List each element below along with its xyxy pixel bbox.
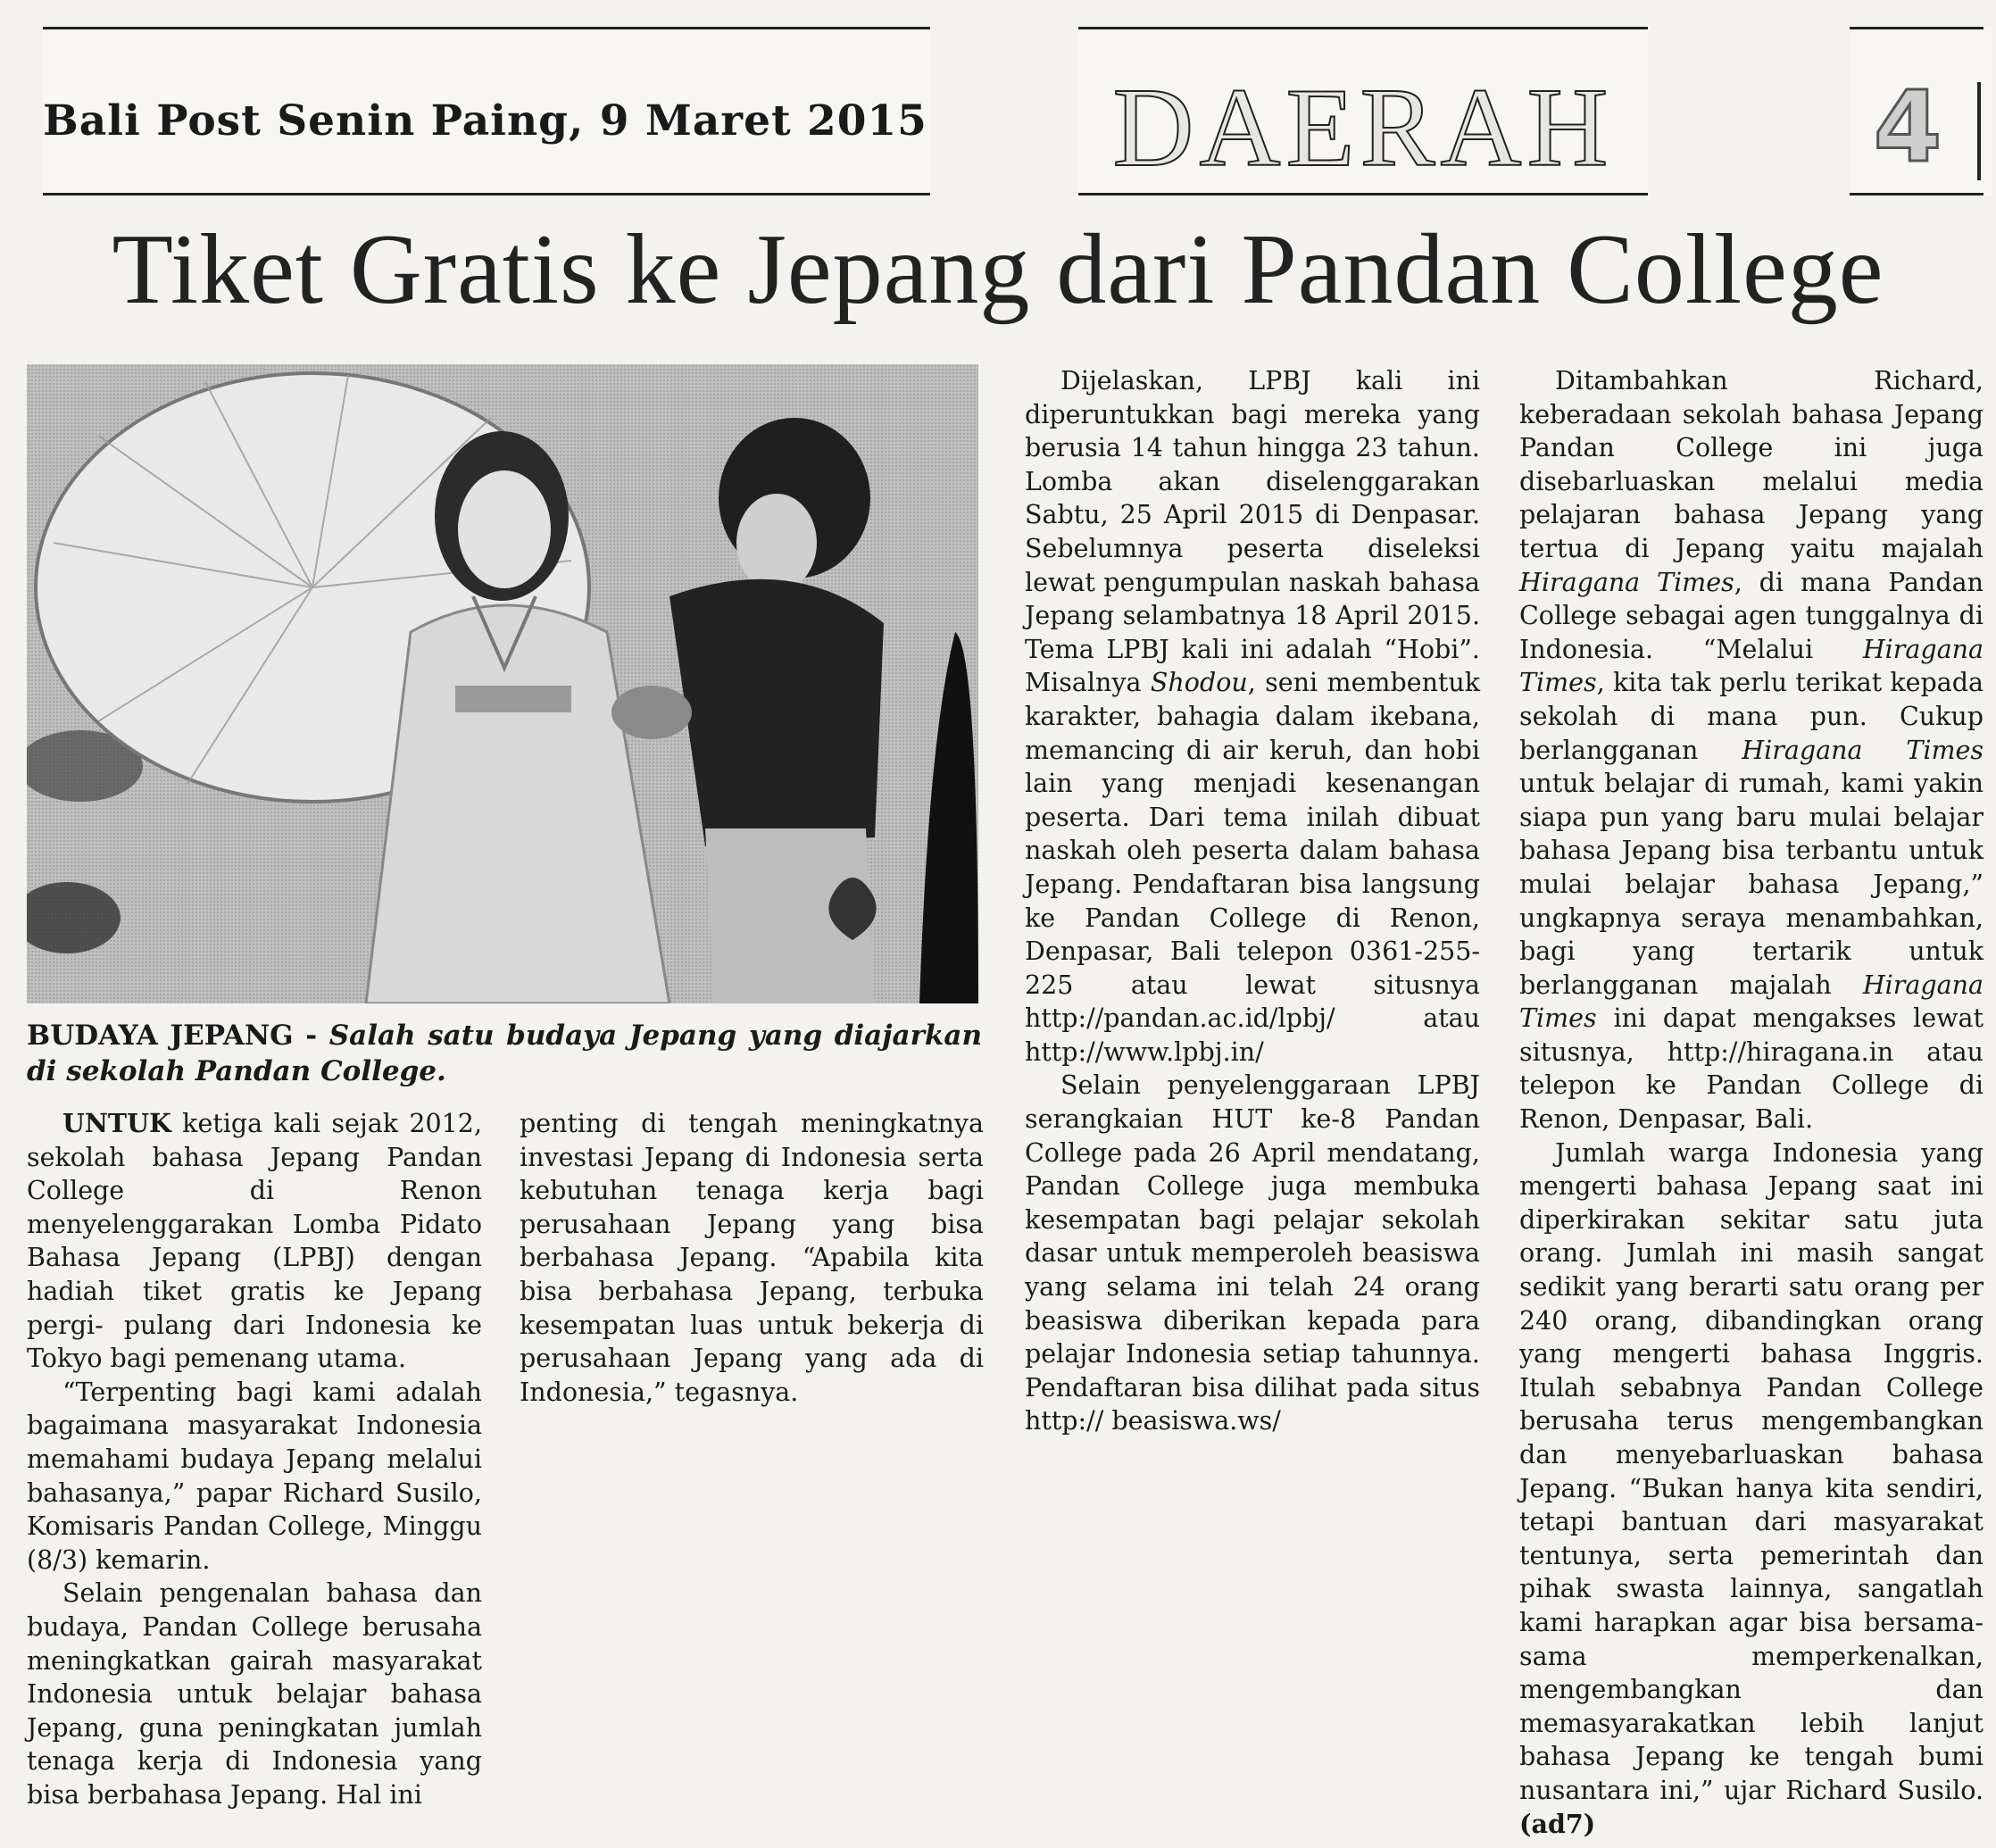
paragraph	[1519, 364, 1984, 1136]
section-name: DAERAH	[1112, 66, 1614, 190]
top-rule	[43, 27, 930, 29]
paragraph: penting di tengah meningkatnya investasi Jepang di Indonesia serta kebutuhan tenaga kerja bagi perusahaan Jepang yang bisa berbahasa Jepang. “Apabila kita bisa berbahasa Jepang, terbuka kesempatan luas untuk bekerja di perusahaan Jepang yang ada di Indonesia,” tegasnya.	[520, 1109, 984, 1407]
masthead-dateline-box	[43, 27, 930, 196]
top-rule	[1850, 27, 1984, 29]
paragraph-text: , seni membentuk karakter, bahagia dalam ikebana, memancing di air keruh, dan hobi lain yang menjadi kesenangan peserta. Dari tema inilah dibuat naskah oleh peserta dalam bahasa Jepang. Pendaftaran bisa langsung ke Pandan College di Renon, Denpasar, Bali telepon 0361-255-225 atau lewat situsnya http://pandan.ac.id/lpbj/ atau http://www.lpbj.in/	[1025, 668, 1481, 1067]
italic-term: Shodou	[1150, 668, 1248, 698]
italic-term: Hiragana Times	[1519, 634, 1984, 698]
section-box	[1078, 27, 1648, 196]
page-number-box	[1850, 27, 1992, 196]
paragraph-kicker: UNTUK	[62, 1108, 171, 1138]
photo-icon	[27, 364, 978, 1003]
article-column-2	[520, 1107, 984, 1409]
article-column-1	[27, 1107, 482, 1811]
paragraph-text: Ditambahkan Richard, keberadaan sekolah bahasa Jepang Pandan College ini juga disebarluaskan melalui media pelajaran bahasa Jepang yang tertua di Jepang yaitu majalah	[1519, 366, 1984, 563]
paragraph-text: , kita tak perlu terikat kepada sekolah di mana pun. Cukup berlangganan	[1519, 668, 1984, 765]
page-number: 4	[1873, 70, 1942, 184]
paragraph-text: untuk belajar di rumah, kami yakin siapa pun yang baru mulai belajar bahasa Jepang bisa terbantu untuk mulai belajar bahasa Jepang,” ungkapnya seraya menambahkan, bagi yang tertarik untuk berlangganan majalah	[1519, 769, 1984, 1000]
bottom-rule	[1078, 193, 1648, 196]
paragraph	[1025, 364, 1480, 1069]
bottom-rule	[43, 193, 930, 196]
bottom-rule	[1850, 193, 1984, 196]
dateline: Bali Post Senin Paing, 9 Maret 2015	[43, 96, 927, 146]
paragraph	[1519, 1136, 1984, 1841]
caption-text: Salah satu budaya Jepang yang diajarkan di sekolah Pandan College.	[27, 1020, 983, 1087]
article-column-3	[1025, 364, 1480, 1438]
paragraph-text: ini dapat mengakses lewat situsnya, http://hiragana.in atau telepon ke Pandan College di Renon, Denpasar, Bali.	[1519, 1003, 1984, 1135]
italic-term: Hiragana Times	[1742, 735, 1984, 765]
paragraph	[27, 1107, 482, 1376]
top-rule	[1078, 27, 1648, 29]
paragraph-text: Jumlah warga Indonesia yang mengerti bahasa Jepang saat ini diperkirakan sekitar satu juta orang. Jumlah ini masih sangat sedikit yang berarti satu orang per 240 orang, dibandingkan orang yang mengerti bahasa Inggris. Itulah sebabnya Pandan College berusaha terus mengembangkan dan menyebarluaskan bahasa Jepang. “Bukan hanya kita sendiri, tetapi bantuan dari masyarakat tentunya, serta pemerintah dan pihak swasta lainnya, sangatlah kami harapkan agar bisa bersama-sama memperkenalkan, mengembangkan dan memasyarakatkan lebih lanjut bahasa Jepang ke tengah bumi nusantara ini,” ujar Richard Susilo.	[1519, 1137, 1984, 1805]
paragraph-text: , di mana Pandan College sebagai agen tunggalnya di Indonesia. “Melalui	[1519, 567, 1984, 664]
italic-term: Hiragana Times	[1519, 970, 1984, 1034]
signoff: (ad7)	[1519, 1808, 1596, 1839]
paragraph-text: Dijelaskan, LPBJ kali ini diperuntukkan bagi mereka yang berusia 14 tahun hingga 23 tahun. Lomba akan diselenggarakan Sabtu, 25 April 2015 di Denpasar. Sebelumnya peserta diseleksi lewat pengumpulan naskah bahasa Jepang selambatnya 18 April 2015. Tema LPBJ kali ini adalah “Hobi”. Misalnya	[1025, 366, 1480, 698]
paragraph: Selain penyelenggaraan LPBJ serangkaian HUT ke-8 Pandan College pada 26 April mendatang, Pandan College juga membuka kesempatan bagi pelajar sekolah dasar untuk memperoleh beasiswa yang selama ini telah 24 orang beasiswa diberikan kepada para pelajar Indonesia setiap tahunnya. Pendaftaran bisa dilihat pada situs http:// beasiswa.ws/	[1025, 1070, 1480, 1436]
caption-lead: BUDAYA JEPANG -	[27, 1020, 318, 1052]
article-column-4	[1519, 364, 1984, 1841]
headline: Tiket Gratis ke Jepang dari Pandan College	[112, 214, 1884, 325]
paragraph-text: ketiga kali sejak 2012, sekolah bahasa Jepang Pandan College di Renon menyelenggarakan Lomba Pidato Bahasa Jepang (LPBJ) dengan hadiah tiket gratis ke Jepang pergi- pulang dari Indonesia ke Tokyo bagi pemenang utama.	[27, 1109, 483, 1374]
paragraph: Selain pengenalan bahasa dan budaya, Pandan College berusaha meningkatkan gairah masyarakat Indonesia untuk belajar bahasa Jepang, guna peningkatan jumlah tenaga kerja di Indonesia yang bisa berbahasa Jepang. Hal ini	[27, 1578, 482, 1810]
paragraph: “Terpenting bagi kami adalah bagaimana masyarakat Indonesia memahami budaya Jepang melalui bahasanya,” papar Richard Susilo, Komisaris Pandan College, Minggu (8/3) kemarin.	[27, 1377, 482, 1575]
page-number-bar	[1977, 82, 1981, 180]
photo-caption	[27, 1018, 982, 1089]
italic-term: Hiragana Times	[1519, 567, 1734, 597]
article-photo	[27, 364, 978, 1003]
